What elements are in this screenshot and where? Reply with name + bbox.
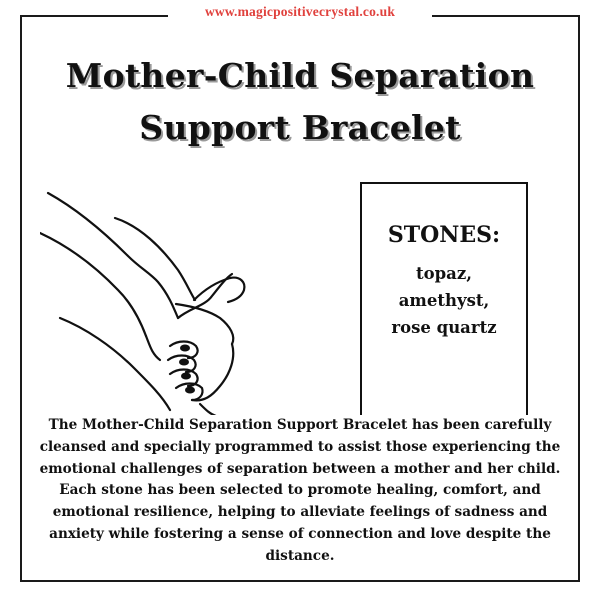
stones-heading: STONES:: [387, 222, 501, 248]
frame-left-border: [20, 15, 22, 582]
product-description: The Mother-Child Separation Support Bracelet has been carefully cleansed and specially programmed to assist those experiencing the emotional challenges of separation between a mother and her child. Each stone has been selected to promote healing, comfort, and emotional resilience, helping to alleviate feelings of sadness and anxiety while fostering a sense of connection and love despite the distance.: [24, 415, 576, 568]
stone-rose-quartz: rose quartz: [391, 318, 497, 337]
mother-child-holding-hands-icon: [40, 178, 310, 418]
stone-amethyst: amethyst,: [398, 291, 490, 310]
website-url[interactable]: www.magicpositivecrystal.co.uk: [204, 4, 396, 19]
stones-box: [360, 182, 528, 428]
frame-bottom-border: [20, 580, 580, 582]
stone-topaz: topaz,: [416, 264, 472, 283]
page-title-line-2: Support Bracelet: [139, 108, 461, 147]
frame-right-border: [578, 15, 580, 582]
page-title-line-1: Mother-Child Separation: [65, 56, 535, 95]
